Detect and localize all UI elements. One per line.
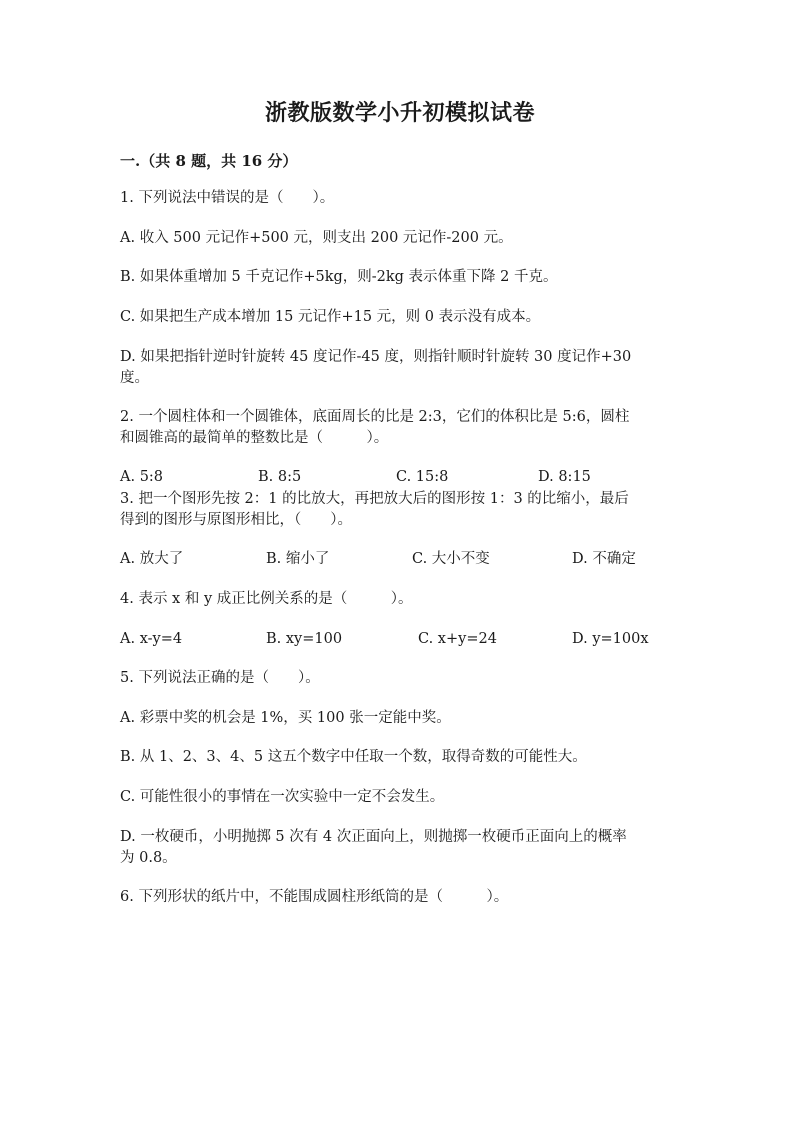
q2-option-b: B. 8:5 xyxy=(258,469,302,485)
q4-stem: 4. 表示 x 和 y 成正比例关系的是（ ）。 xyxy=(120,591,413,607)
q1-option-a: A. 收入 500 元记作+500 元，则支出 200 元记作-200 元。 xyxy=(120,230,513,246)
q2-option-a: A. 5:8 xyxy=(120,469,164,485)
q5-option-d-line2: 为 0.8。 xyxy=(120,850,177,866)
q5-option-c: C. 可能性很小的事情在一次实验中一定不会发生。 xyxy=(120,789,445,805)
q3-stem-line2: 得到的图形与原图形相比，（ ）。 xyxy=(120,512,352,528)
q3-option-a: A. 放大了 xyxy=(120,551,184,567)
q3-option-d: D. 不确定 xyxy=(572,551,636,567)
q2-stem-line2: 和圆锥高的最简单的整数比是（ ）。 xyxy=(120,430,389,446)
q2-stem-line1: 2. 一个圆柱体和一个圆锥体，底面周长的比是 2:3，它们的体积比是 5:6，圆柱 xyxy=(120,409,630,425)
q1-option-c: C. 如果把生产成本增加 15 元记作+15 元，则 0 表示没有成本。 xyxy=(120,309,541,325)
q1-stem: 1. 下列说法中错误的是（ ）。 xyxy=(120,190,335,206)
q1-option-d-line2: 度。 xyxy=(120,370,149,386)
q4-option-b: B. xy=100 xyxy=(266,631,343,647)
q5-option-d-line1: D. 一枚硬币，小明抛掷 5 次有 4 次正面向上，则抛掷一枚硬币正面向上的概率 xyxy=(120,829,627,845)
q2-option-d: D. 8:15 xyxy=(538,469,591,485)
exam-title: 浙教版数学小升初模拟试卷 xyxy=(264,100,535,126)
q5-option-a: A. 彩票中奖的机会是 1%，买 100 张一定能中奖。 xyxy=(120,710,451,726)
q3-stem-line1: 3. 把一个图形先按 2：1 的比放大，再把放大后的图形按 1：3 的比缩小，最后 xyxy=(120,491,629,507)
q4-option-d: D. y=100x xyxy=(572,631,649,647)
q3-option-c: C. 大小不变 xyxy=(412,551,490,567)
q1-option-b: B. 如果体重增加 5 千克记作+5kg，则-2kg 表示体重下降 2 千克。 xyxy=(120,269,558,285)
q6-stem: 6. 下列形状的纸片中，不能围成圆柱形纸筒的是（ ）。 xyxy=(120,889,509,905)
section-heading: 一.（共 8 题，共 16 分） xyxy=(120,152,298,170)
q5-option-b: B. 从 1、2、3、4、5 这五个数字中任取一个数，取得奇数的可能性大。 xyxy=(120,749,587,765)
q2-option-c: C. 15:8 xyxy=(396,469,449,485)
q5-stem: 5. 下列说法正确的是（ ）。 xyxy=(120,670,320,686)
q3-option-b: B. 缩小了 xyxy=(266,551,330,567)
q4-option-c: C. x+y=24 xyxy=(418,631,497,647)
q4-option-a: A. x-y=4 xyxy=(120,631,183,647)
q1-option-d-line1: D. 如果把指针逆时针旋转 45 度记作-45 度，则指针顺时针旋转 30 度记作+30 xyxy=(120,349,632,365)
